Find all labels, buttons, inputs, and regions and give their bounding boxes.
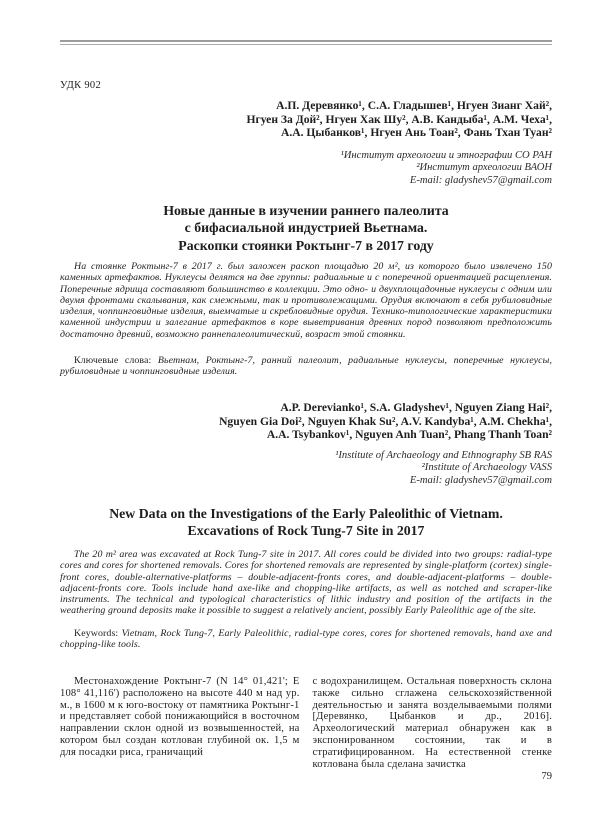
authors-english-line: A.A. Tsybankov¹, Nguyen Anh Tuan², Phang Thanh Toan² [266, 428, 552, 442]
affiliation-english-line: ¹Institute of Archaeology and Ethnography SB RAS [335, 450, 552, 461]
affiliation-english-line: ²Institute of Archaeology VASS [421, 462, 552, 474]
udk-number: УДК 902 [60, 80, 102, 91]
email-line: E-mail: gladyshev57@gmail.com [409, 174, 552, 186]
body-paragraph-continued: с водохранилищем. Остальная поверхность склона также сильно сглажена сельскохозяйственной деятельностью и занята возделываемыми полями [Деревянко, Цыбанков и др., 2016]. Археологический материал обнаружен как в экспонированном состоянии, так и в стратифицированном. На естественной стенке котлована была сделана зачистка [312, 676, 552, 770]
page-number: 79 [541, 771, 552, 782]
authors-russian [60, 99, 552, 140]
body-paragraph: Местонахождение Роктынг-7 (N 14° 01,421'; E 108° 41,116') расположено на высоте 440 м над ур. м., в 1600 м к юго-востоку от памятника Роктынг-1 и представляет собой понижающийся в восточном направлении склон одной из возвышенностей, на котором был создан котлован глубиной ок. 1,5 м для посадки риса, граничащий [60, 676, 300, 758]
authors-english [60, 401, 552, 442]
keywords-russian-label: Ключевые слова: [74, 355, 152, 366]
authors-english-line: A.P. Derevianko¹, S.A. Gladyshev¹, Nguyen Ziang Hai², [280, 401, 552, 414]
title-russian-line: Новые данные в изучении раннего палеолита [163, 203, 449, 218]
keywords-russian [60, 355, 552, 378]
authors-russian-line: А.А. Цыбанков¹, Нгуен Ань Тоан², Фань Тхан Туан² [280, 126, 552, 140]
keywords-english-label: Keywords: [74, 628, 119, 639]
body-left-column [60, 676, 300, 770]
authors-english-line: Nguyen Gia Doi², Nguyen Khak Su², A.V. Kandyba¹, A.M. Chekha¹, [219, 414, 552, 428]
affiliation-russian-line: ¹Институт археологии и этнографии СО РАН [340, 150, 552, 161]
abstract-english: The 20 m² area was excavated at Rock Tung-7 site in 2017. All cores could be divided into two groups: radial-type cores and cores for shortened removals. Cores for shortened removals are represented by single-platform (cortex) single-front cores, double-alternative-platforms – double-adjacent-fronts cores, and double-adjacent-platforms – double-adjacent-fronts core. Tools include hand axe-like and chopping-like artifacts, as well as notched and scraper-like instruments. The technical and typological characteristics of lithic industry and position of the artifacts in the weathering ground deposits make it possible to suggest a relatively ancient, possibly Early Paleolithic age of the site. [60, 549, 552, 617]
authors-russian-line: А.П. Деревянко¹, С.А. Гладышев¹, Нгуен Зианг Хай², [276, 99, 552, 112]
abstract-russian: На стоянке Роктынг-7 в 2017 г. был заложен раскоп площадью 20 м², из которого было извлечено 150 каменных артефактов. Нуклеусы делятся на две группы: радиальные и с поперечной ориентацией расщепления. Поперечные ядрища составляют большинство в коллекции. Это одно- и двухплощадочные нуклеусы с одним или двумя фронтами скалывания, как смежными, так и противолежащими. Орудия включают в себя рубиловидные изделия, чоппинговидные изделия, выемчатые и скребловидные орудия. Технико-типологические характеристики каменной индустрии и залегание артефактов в коре выветривания древних пород позволяют предположить достаточно древний, возможно раннепалеолитический, возраст этой стоянки. [60, 261, 552, 340]
keywords-english-text: Vietnam, Rock Tung-7, Early Paleolithic, radial-type cores, cores for shortened removals, hand axe and chopping-like tools. [60, 628, 552, 651]
email-line: E-mail: gladyshev57@gmail.com [409, 474, 552, 486]
body-right-column [313, 676, 553, 770]
title-russian-line: с бифасиальной индустрией Вьетнама. [184, 220, 428, 236]
title-english [60, 505, 552, 540]
title-russian-line: Раскопки стоянки Роктынг-7 в 2017 году [178, 237, 434, 253]
authors-russian-line: Нгуен За Дой², Нгуен Хак Шу², А.В. Кандыба¹, А.М. Чеха¹, [246, 112, 552, 126]
title-english-line: Excavations of Rock Tung-7 Site in 2017 [187, 523, 425, 539]
affiliations-english [60, 450, 552, 487]
body-text-columns [60, 676, 552, 770]
affiliation-russian-line: ²Институт археологии ВАОН [416, 162, 552, 174]
title-russian [60, 202, 552, 254]
affiliations-russian [60, 150, 552, 187]
keywords-english [60, 628, 552, 651]
keywords-russian-text: Вьетнам, Роктынг-7, ранний палеолит, радиальные нуклеусы, поперечные нуклеусы, рубиловидные и чоппинговидные изделия. [60, 355, 553, 378]
header-double-rule [60, 40, 552, 45]
title-english-line: New Data on the Investigations of the Early Paleolithic of Vietnam. [109, 506, 503, 521]
